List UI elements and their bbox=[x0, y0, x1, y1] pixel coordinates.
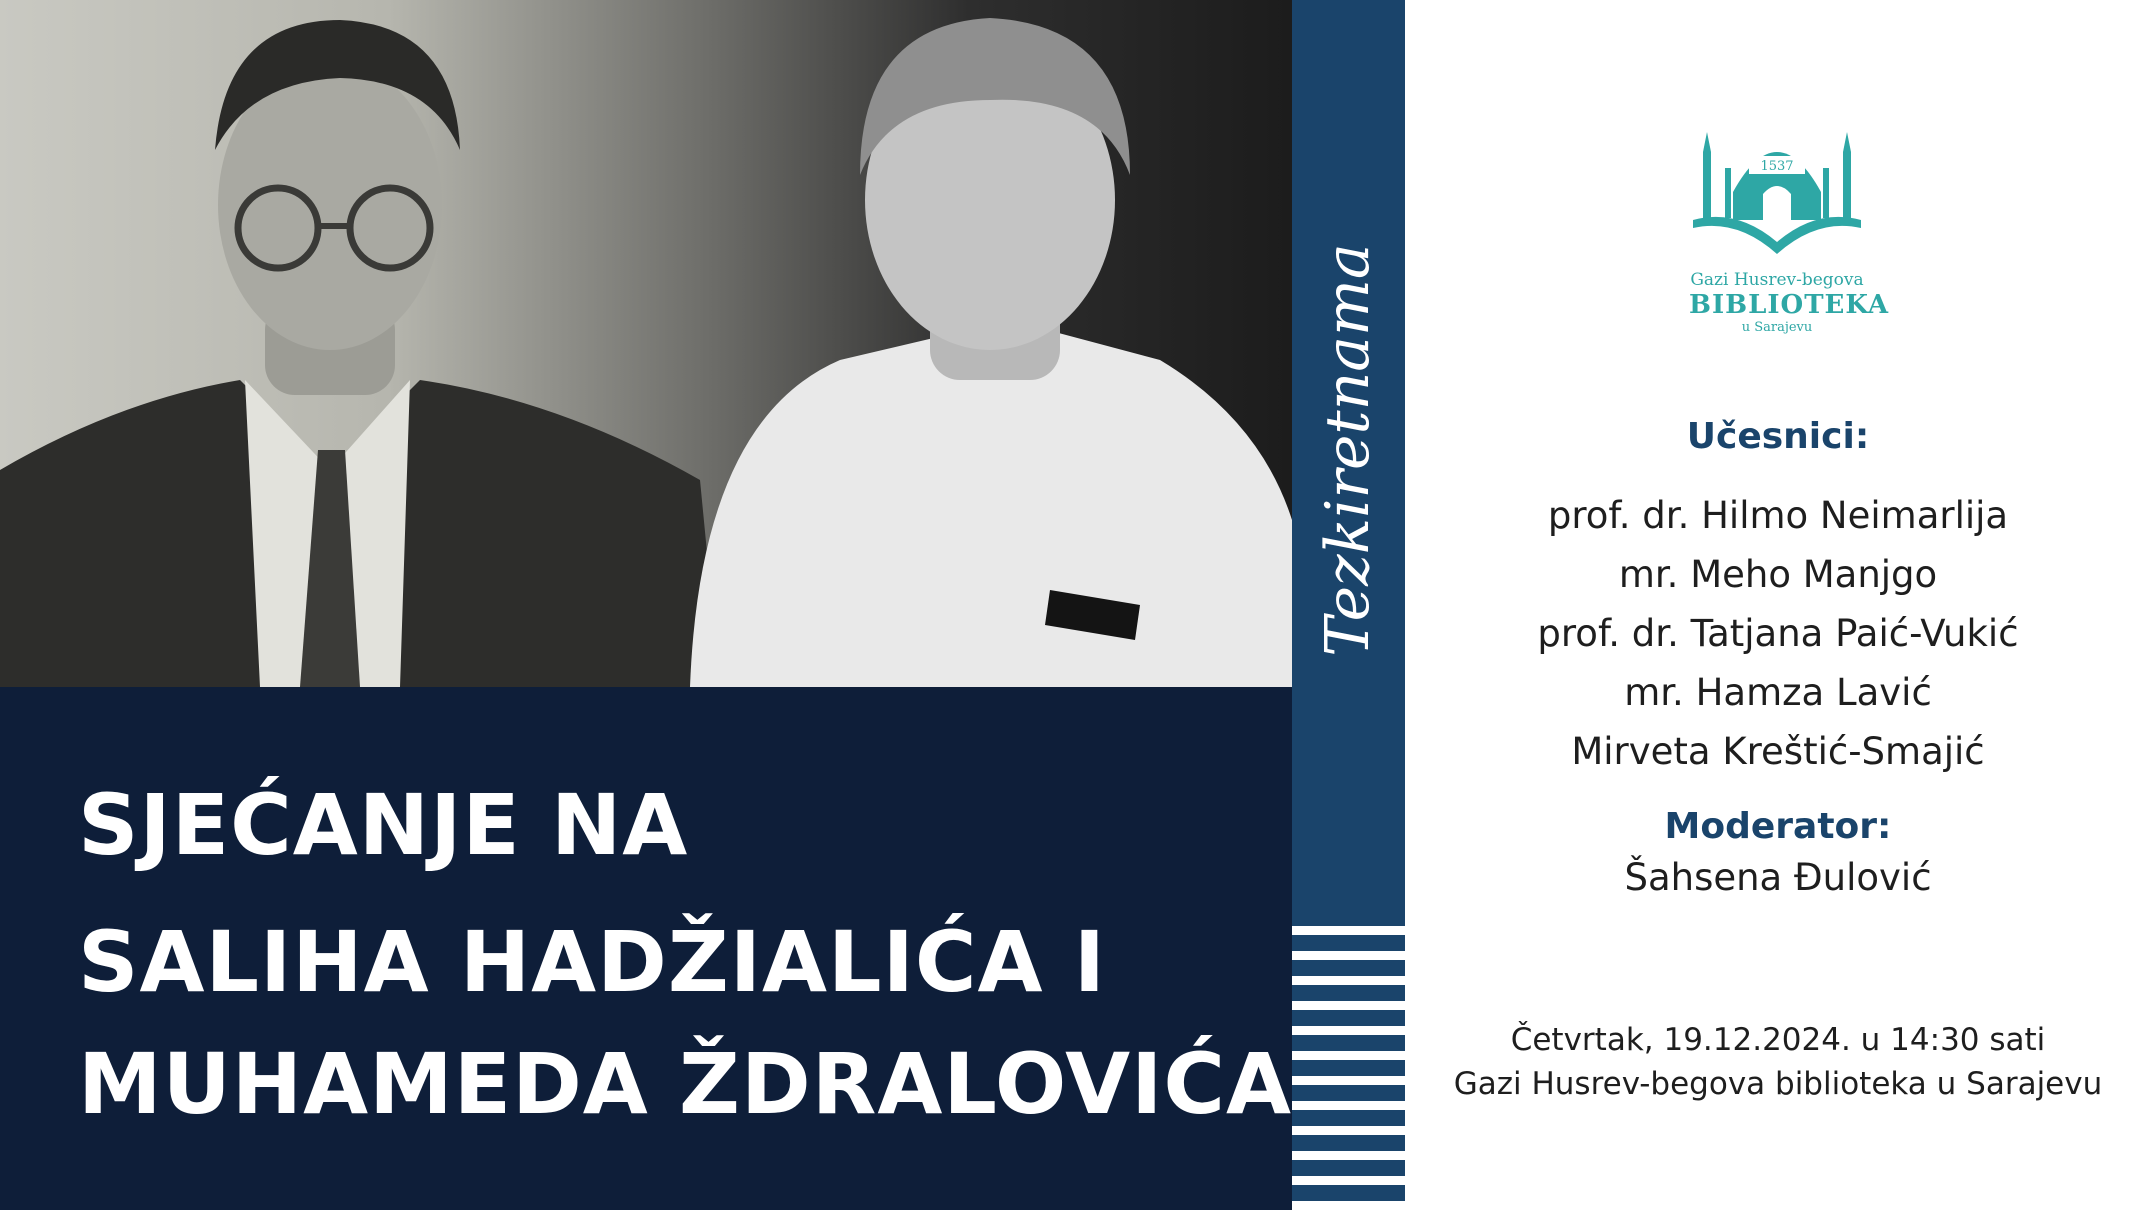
participant-name: mr. Meho Manjgo bbox=[1618, 553, 1938, 596]
portrait-photo bbox=[0, 0, 1292, 687]
library-logo bbox=[1689, 112, 1890, 335]
participants-list bbox=[1405, 486, 2151, 781]
stripes-decoration bbox=[1292, 910, 1405, 1210]
title-line-2: SALIHA HADŽIALIĆA I bbox=[78, 913, 1106, 1011]
title-line-1: SJEĆANJE NA bbox=[78, 776, 689, 874]
logo-line-2: BIBLIOTEKA bbox=[1689, 290, 1890, 320]
moderator-name: Šahsena Đulović bbox=[1624, 856, 1932, 899]
title-line-3: MUHAMEDA ŽDRALOVIĆA bbox=[78, 1035, 1292, 1133]
title-block bbox=[0, 687, 1292, 1210]
logo-line-3: u Sarajevu bbox=[1741, 320, 1813, 335]
tezkiretnama-label: Tezkiretnama bbox=[1313, 243, 1383, 657]
participant-name: prof. dr. Tatjana Paić-Vukić bbox=[1537, 612, 2019, 655]
info-panel bbox=[1405, 0, 2151, 1210]
logo-year: 1537 bbox=[1760, 159, 1794, 174]
participant-name: Mirveta Kreštić-Smajić bbox=[1571, 730, 1985, 773]
side-bar bbox=[1292, 0, 1405, 1210]
logo-line-1: Gazi Husrev-begova bbox=[1690, 270, 1864, 290]
library-logo-icon bbox=[1689, 112, 1865, 262]
participant-name: mr. Hamza Lavić bbox=[1624, 671, 1932, 714]
event-date: Četvrtak, 19.12.2024. u 14:30 sati bbox=[1510, 1022, 2046, 1058]
participant-name: prof. dr. Hilmo Neimarlija bbox=[1547, 494, 2009, 537]
event-location: Gazi Husrev-begova biblioteka u Sarajevu bbox=[1453, 1066, 2103, 1102]
participants-heading: Učesnici: bbox=[1686, 416, 1870, 457]
moderator-heading: Moderator: bbox=[1664, 806, 1892, 847]
